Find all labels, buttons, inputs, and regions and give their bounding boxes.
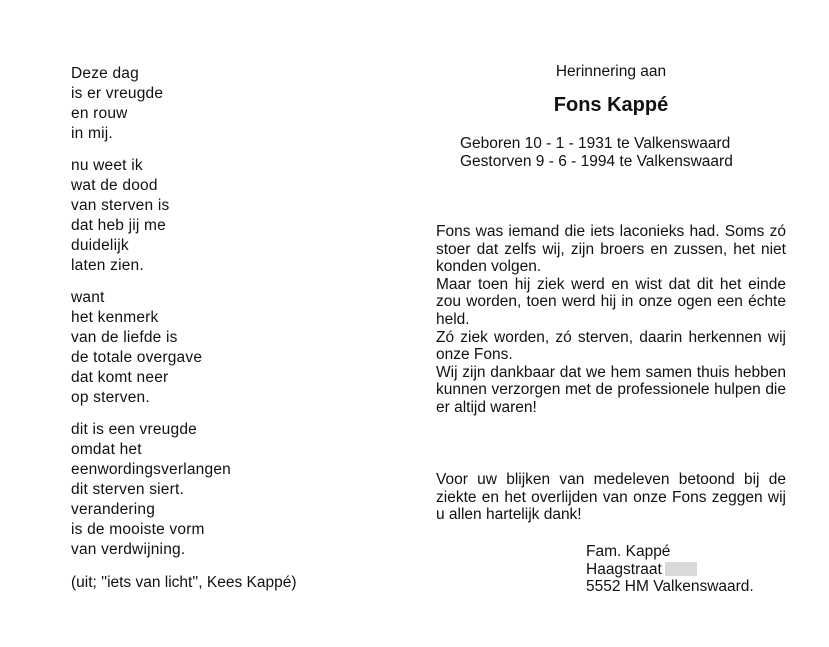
poem-line: dat heb jij me bbox=[71, 217, 166, 234]
poem-line: eenwordingsverlangen bbox=[71, 461, 231, 478]
signature-city: 5552 HM Valkenswaard. bbox=[586, 578, 754, 596]
poem-line: en rouw bbox=[71, 105, 128, 122]
deceased-name: Fons Kappé bbox=[553, 94, 669, 116]
poem-line: dit is een vreugde bbox=[71, 421, 197, 438]
poem-attribution: (uit; ''iets van licht'', Kees Kappé) bbox=[71, 574, 297, 591]
tribute-paragraph: Zó ziek worden, zó sterven, daarin herkennen wij onze Fons. bbox=[436, 328, 786, 364]
signature bbox=[586, 543, 754, 596]
poem-line: in mij. bbox=[71, 125, 113, 142]
poem-line: de totale overgave bbox=[71, 349, 203, 366]
poem-line: verandering bbox=[71, 501, 156, 518]
poem-line: duidelijk bbox=[71, 237, 129, 254]
tribute-paragraph: Fons was iemand die iets laconieks had. Soms zó stoer dat zelfs wij, zijn broers en zussen, het niet konden volgen. bbox=[436, 223, 786, 276]
poem-stanza-1 bbox=[71, 64, 231, 144]
poem-stanza-3 bbox=[71, 288, 231, 408]
poem-line: van verdwijning. bbox=[71, 541, 186, 558]
poem-stanza-4 bbox=[71, 420, 231, 560]
redacted-house-number bbox=[665, 562, 697, 576]
signature-street: Haagstraat bbox=[586, 560, 662, 578]
birth-date: Geboren 10 - 1 - 1931 te Valkenswaard bbox=[460, 135, 731, 152]
poem-line: is er vreugde bbox=[71, 85, 164, 102]
poem-line: op sterven. bbox=[71, 389, 150, 406]
tribute-paragraph: Wij zijn dankbaar dat we hem samen thuis hebben kunnen verzorgen met de professionele hulpen die er altijd waren! bbox=[436, 363, 786, 416]
signature-family: Fam. Kappé bbox=[586, 543, 671, 560]
poem-line: omdat het bbox=[71, 441, 142, 458]
poem-line: van sterven is bbox=[71, 197, 170, 214]
memorial-heading: Herinnering aan bbox=[555, 63, 667, 80]
death-date: Gestorven 9 - 6 - 1994 te Valkenswaard bbox=[460, 153, 733, 170]
poem-line: want bbox=[71, 289, 105, 306]
poem-line: van de liefde is bbox=[71, 329, 178, 346]
poem bbox=[71, 64, 231, 572]
poem-line: dit sterven siert. bbox=[71, 481, 185, 498]
poem-stanza-2 bbox=[71, 156, 231, 276]
signature-street-line bbox=[586, 561, 754, 579]
poem-line: Deze dag bbox=[71, 65, 139, 82]
poem-line: nu weet ik bbox=[71, 157, 143, 174]
poem-line: is de mooiste vorm bbox=[71, 521, 205, 538]
poem-line: laten zien. bbox=[71, 257, 144, 274]
poem-line: dat komt neer bbox=[71, 369, 169, 386]
life-dates bbox=[460, 135, 733, 171]
tribute-text bbox=[436, 223, 786, 417]
poem-line: wat de dood bbox=[71, 177, 158, 194]
tribute-paragraph: Maar toen hij ziek werd en wist dat dit het einde zou worden, toen werd hij in onze ogen een échte held. bbox=[436, 275, 786, 328]
thanks-text: Voor uw blijken van medeleven betoond bij de ziekte en het overlijden van onze Fons zeggen wij u allen hartelijk dank! bbox=[436, 471, 786, 524]
poem-line: het kenmerk bbox=[71, 309, 159, 326]
